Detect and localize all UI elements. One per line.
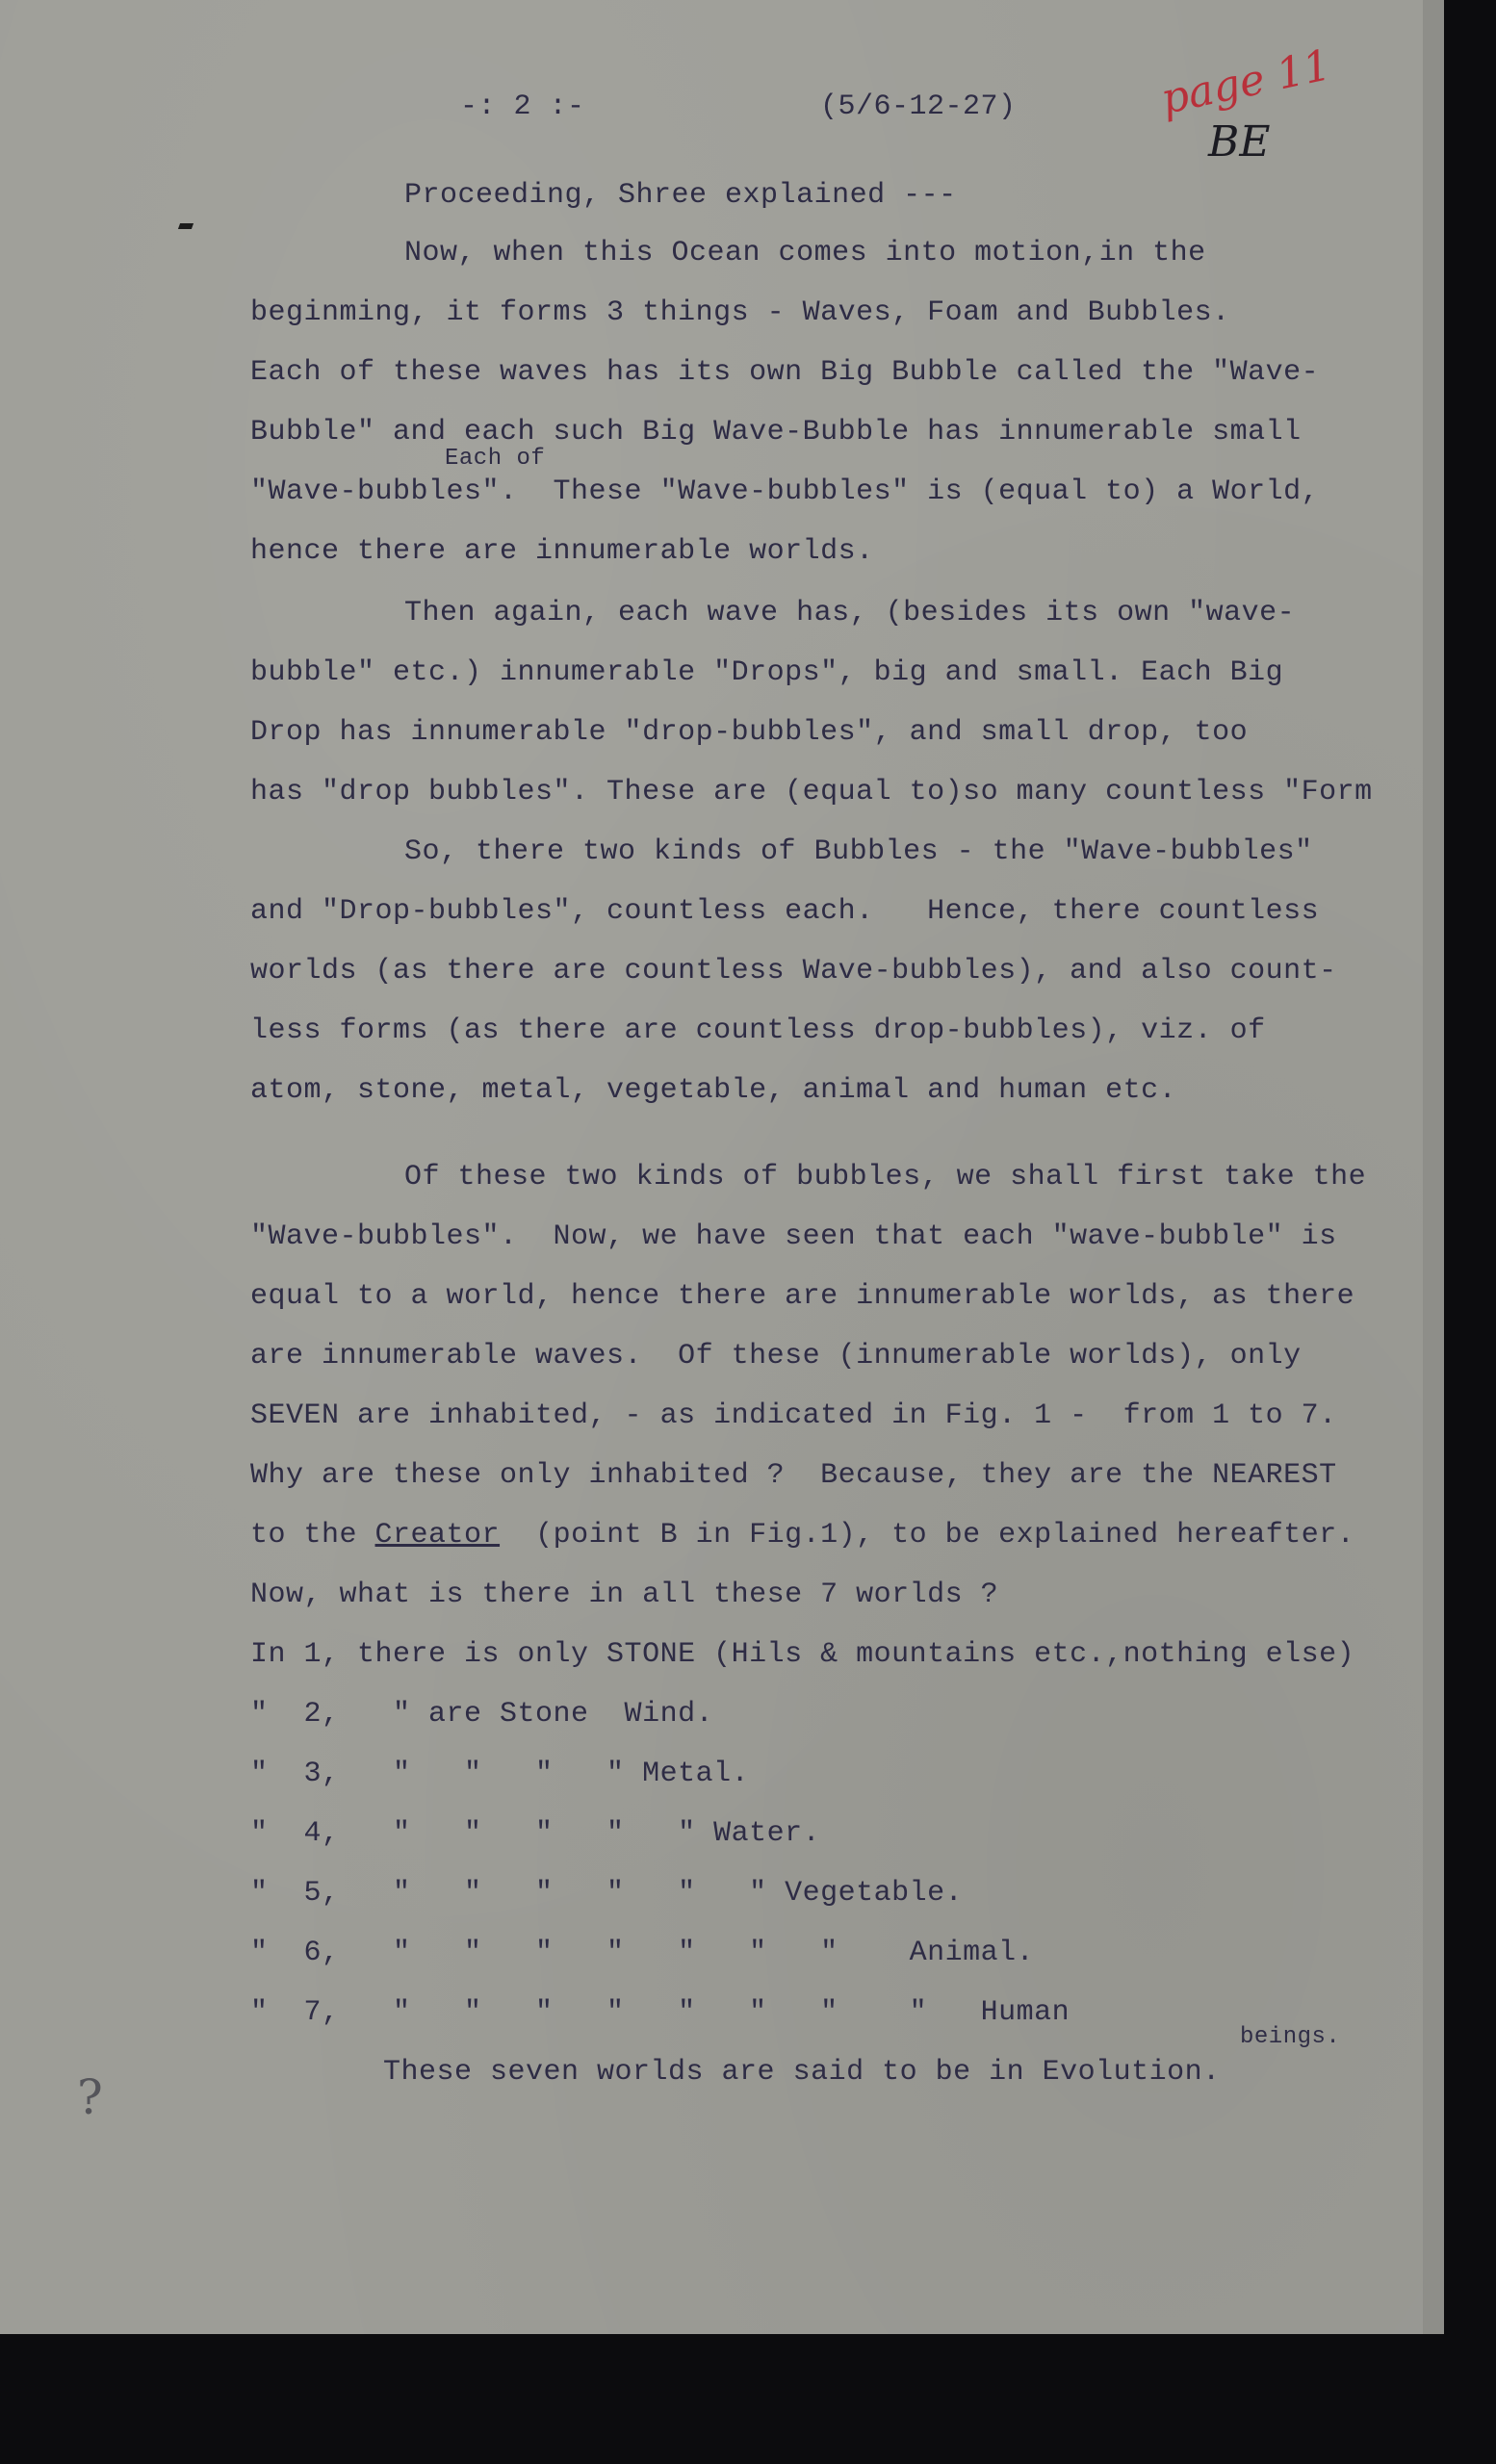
- page-marker: -: 2 :-: [460, 90, 585, 123]
- text-line: Of these two kinds of bubbles, we shall first take the: [404, 1161, 1367, 1194]
- text-line: Why are these only inhabited ? Because, they are the NEAREST: [250, 1459, 1337, 1492]
- margin-question-mark: ?: [77, 2069, 103, 2125]
- text-line: Each of these waves has its own Big Bubble called the "Wave-: [250, 356, 1320, 389]
- underlined-word: Creator: [374, 1519, 501, 1552]
- list-line: " 5, " " " " " " Vegetable.: [250, 1877, 964, 1910]
- text-line: atom, stone, metal, vegetable, animal and human etc.: [250, 1074, 1177, 1107]
- text-line: Then again, each wave has, (besides its own "wave-: [404, 597, 1296, 629]
- text-line: hence there are innumerable worlds.: [250, 535, 874, 568]
- list-line: " 2, " are Stone Wind.: [250, 1698, 714, 1731]
- text-line: Proceeding, Shree explained ---: [404, 179, 957, 212]
- text-line: So, there two kinds of Bubbles - the "Wave-bubbles": [404, 835, 1313, 868]
- text-line: worlds (as there are countless Wave-bubbles), and also count-: [250, 955, 1337, 988]
- text-line: bubble" etc.) innumerable "Drops", big and small. Each Big: [250, 656, 1284, 689]
- margin-tick: [178, 223, 193, 229]
- text-line: and "Drop-bubbles", countless each. Hence, there countless: [250, 895, 1320, 928]
- list-line: " 3, " " " " Metal.: [250, 1758, 750, 1790]
- text-line: Now, when this Ocean comes into motion,in the: [404, 237, 1206, 270]
- text-line: are innumerable waves. Of these (innumerable worlds), only: [250, 1340, 1302, 1373]
- text-line: equal to a world, hence there are innumerable worlds, as there: [250, 1280, 1355, 1313]
- list-line: " 4, " " " " " Water.: [250, 1817, 821, 1850]
- text-line: "Wave-bubbles". Now, we have seen that each "wave-bubble" is: [250, 1220, 1337, 1253]
- text-insertion: Each of: [445, 446, 546, 472]
- reference-code: (5/6-12-27): [820, 90, 1017, 123]
- text-line: Bubble" and each such Big Wave-Bubble has innumerable small: [250, 416, 1302, 449]
- text-line: less forms (as there are countless drop-bubbles), viz. of: [250, 1014, 1266, 1047]
- text-fragment: (point B in Fig.1), to be explained hereafter.: [500, 1519, 1355, 1552]
- text-line: beginming, it forms 3 things - Waves, Foam and Bubbles.: [250, 296, 1230, 329]
- list-line: " 6, " " " " " " " Animal.: [250, 1937, 1035, 1969]
- handwritten-initials: BE: [1208, 117, 1271, 167]
- text-line: has "drop bubbles". These are (equal to)so many countless "Form: [250, 776, 1373, 808]
- handwritten-page-number: page 11: [1156, 39, 1335, 125]
- text-line: In 1, there is only STONE (Hils & mountains etc.,nothing else): [250, 1638, 1355, 1671]
- page-edge: [1423, 0, 1444, 2334]
- text-line: "Wave-bubbles". These "Wave-bubbles" is (equal to) a World,: [250, 475, 1320, 508]
- text-line: Drop has innumerable "drop-bubbles", and small drop, too: [250, 716, 1249, 749]
- text-line: [250, 1519, 1354, 1552]
- text-line: SEVEN are inhabited, - as indicated in Fig. 1 - from 1 to 7.: [250, 1399, 1337, 1432]
- list-line: " 7, " " " " " " " " Human: [250, 1996, 1070, 2029]
- text-fragment: to the: [250, 1519, 375, 1552]
- text-line: Now, what is there in all these 7 worlds ?: [250, 1578, 999, 1611]
- text-line: These seven worlds are said to be in Evolution.: [383, 2056, 1221, 2089]
- list-line-continuation: beings.: [1240, 2024, 1341, 2050]
